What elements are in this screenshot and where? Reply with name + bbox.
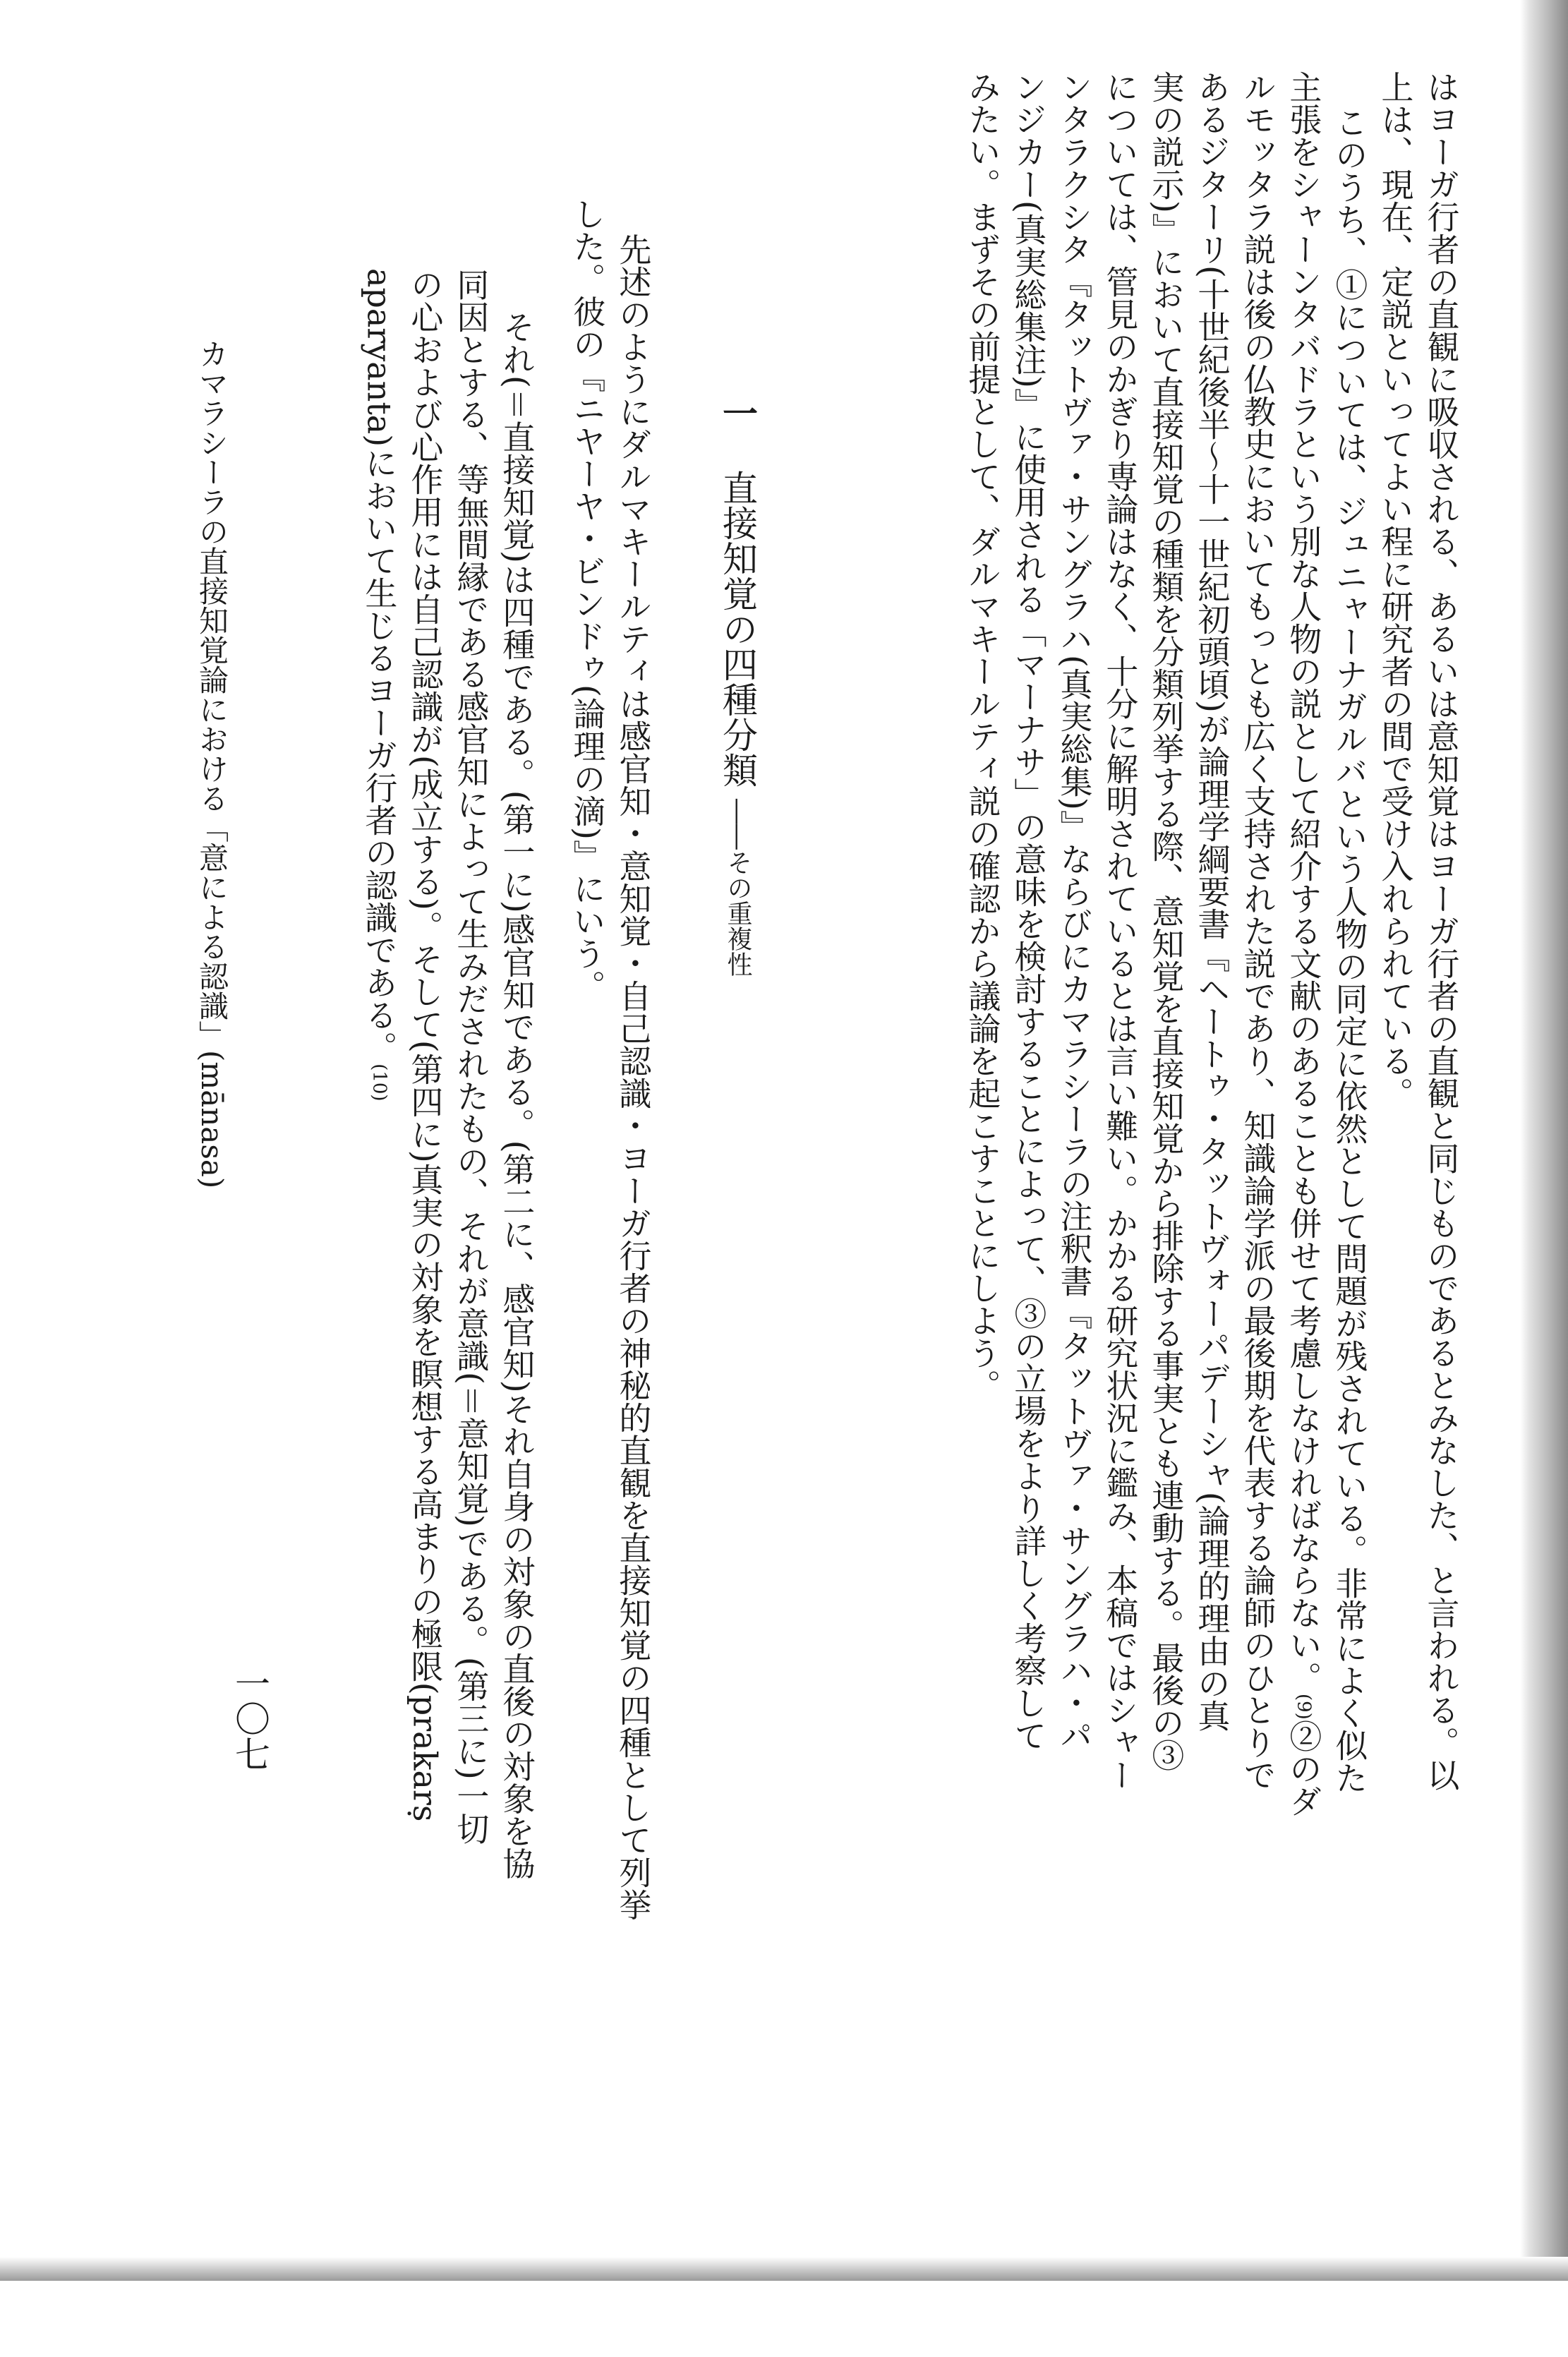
text-column: 実の説示)』において直接知覚の種類を分類列挙する際、意知覚を直接知覚から排除する事実とも連動する。最後の③ [1147,71,1186,1771]
text-column: それ(＝直接知覚)は四種である。(第一に)感官知である。(第二に、感官知)それ自身の対象の直後の対象を協 [497,311,536,1880]
note-marker: (10) [368,1063,390,1102]
text-column: については、管見のかぎり専論はなく、十分に解明されているとは言い難い。かかる研究状況に鑑み、本稿ではシャー [1101,71,1140,1791]
scan-shadow-bottom [0,2257,1568,2281]
scan-shadow-right [1520,0,1568,2281]
section-number: 一 [717,395,759,430]
text-column: ンジカー(真実総集注)』に使用される「マーナサ」の意味を検討することによって、③の立場をより詳しく考察して [1009,71,1048,1752]
section-subtitle: ――その重複性 [723,798,752,977]
text-column: 同因とする、等無間縁である感官知によって生みだされたもの、それが意識(＝意知覚)である。(第三に)一切 [452,268,490,1845]
text-column: あるジターリ(十世紀後半～十一世紀初頭頃)が論理学綱要書『ヘートゥ・タットヴォーパデーシャ(論理的理由の真 [1193,71,1231,1732]
text-column: した。彼の『ニヤーヤ・ビンドゥ(論理の滴)』にいう。 [568,198,607,1002]
text-column: 主張をシャーンタバドラという別な人物の説として紹介する文献のあることも併せて考慮しなければならない。(9)②のダ [1284,71,1323,1817]
text-column: の心および心作用には自己認識が(成立する)。そして(第四に)真実の対象を瞑想する高まりの極限(prakarṣ [406,268,445,1822]
text-column: 先述のようにダルマキールティは感官知・意知覚・自己認識・ヨーガ行者の神秘的直観を直接知覚の四種として列挙 [614,233,653,1921]
note-marker: (9) [1293,1694,1315,1720]
text-column: このうち、①については、ジュニャーナガルバという人物の同定に依然として問題が残されている。非常によく似た [1330,106,1369,1794]
section-heading [713,395,762,1383]
text-column: ンタラクシタ『タットヴァ・サングラハ(真実総集)』ならびにカマラシーラの注釈書『タットヴァ・サングラハ・パ [1055,71,1094,1752]
text-column: はヨーガ行者の直観に吸収される、あるいは意知覚はヨーガ行者の直観と同じものであるとみなした、と言われる。以 [1422,71,1461,1791]
page-number: 一〇七 [229,1665,270,1771]
text-column: 上は、現在、定説といってよい程に研究者の間で受け入れられている。 [1376,71,1415,1109]
text-column: aparyanta)において生じるヨーガ行者の認識である。(10) [360,268,399,1102]
text-column: みたい。まずその前提として、ダルマキールティ説の確認から議論を起こすことにしよう。 [963,71,1002,1401]
text-column: ルモッタラ説は後の仏教史においてもっとも広く支持された説であり、知識論学派の最後期を代表する論師のひとりで [1238,71,1277,1791]
running-title: カマラシーラの直接知覚論における「意による認識」(mānasa) [195,339,229,1189]
section-title: 直接知覚の四種分類 [717,469,758,788]
